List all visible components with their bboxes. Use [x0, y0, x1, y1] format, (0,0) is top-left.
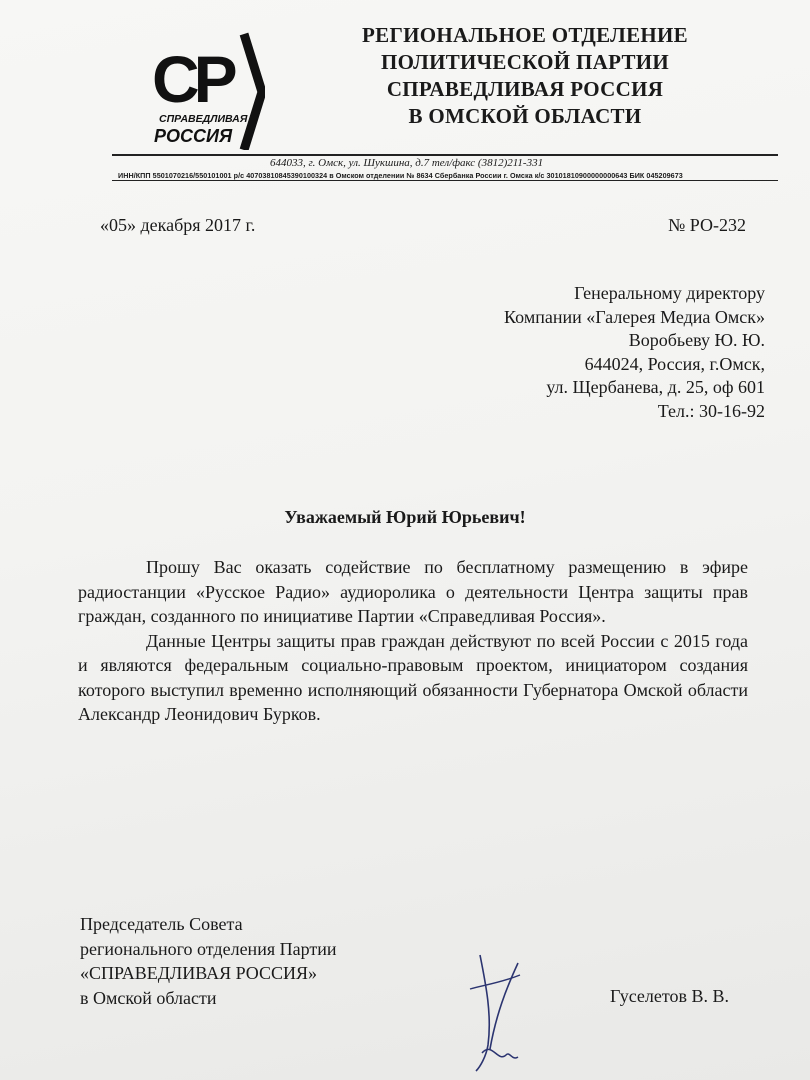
- signatory-name: Гуселетов В. В.: [610, 986, 730, 1006]
- recipient-line: ул. Щербанева, д. 25, оф 601: [546, 377, 765, 397]
- org-name-line: В ОМСКОЙ ОБЛАСТИ: [408, 104, 642, 128]
- letter-body: [78, 555, 748, 727]
- header-underline: [112, 180, 778, 181]
- body-paragraph: Прошу Вас оказать содействие по бесплатному размещению в эфире радиостанции «Русское Радио» аудиоролика о деятельности Центра защиты прав граждан, созданного по инициативе Партии «Справедливая Россия».: [78, 557, 748, 626]
- logo-letters: СР: [152, 42, 232, 116]
- signatory-line: «СПРАВЕДЛИВАЯ РОССИЯ»: [80, 963, 318, 983]
- recipient-line: 644024, Россия, г.Омск,: [584, 353, 765, 374]
- organization-name: [300, 22, 750, 130]
- header-divider: [112, 154, 778, 156]
- logo-caption-line2: РОССИЯ: [154, 126, 233, 146]
- letter-number: № РО-232: [668, 215, 746, 235]
- signatory-line: регионального отделения Партии: [80, 938, 337, 959]
- party-logo: [150, 30, 265, 150]
- handwritten-signature: [440, 945, 550, 1075]
- recipient-line: Тел.: 30-16-92: [657, 400, 765, 421]
- logo-caption-line1: СПРАВЕДЛИВАЯ: [159, 113, 248, 125]
- recipient-line: Генеральному директору: [574, 283, 765, 303]
- org-name-line: СПРАВЕДЛИВАЯ РОССИЯ: [386, 77, 664, 101]
- recipient-line: Компании «Галерея Медиа Омск»: [504, 306, 765, 327]
- org-name-line: ПОЛИТИЧЕСКОЙ ПАРТИИ: [380, 50, 670, 74]
- signatory-title: [80, 912, 336, 1010]
- letter-date: «05» декабря 2017 г.: [100, 215, 256, 235]
- recipient-line: Воробьеву Ю. Ю.: [628, 330, 765, 350]
- signatory-line: в Омской области: [80, 987, 217, 1008]
- organization-address: 644033, г. Омск, ул. Шукшина, д.7 тел/факс (3812)211-331: [270, 157, 544, 169]
- body-paragraph: Данные Центры защиты прав граждан действуют по всей России с 2015 года и являются федеральным социально-правовым проектом, инициатором создания которого выступил временно исполняющий обязанности Губернатора Омской области Александр Леонидович Бурков.: [78, 630, 748, 724]
- greeting: Уважаемый Юрий Юрьевич!: [284, 507, 526, 527]
- org-name-line: РЕГИОНАЛЬНОЕ ОТДЕЛЕНИЕ: [362, 23, 688, 47]
- recipient-block: [504, 282, 765, 423]
- signatory-line: Председатель Совета: [80, 914, 243, 934]
- bank-details: ИНН/КПП 5501070216/550101001 р/с 40703810845390100324 в Омском отделении № 8634 Сбербанка России г. Омска к/с 30101810900000000643 БИК 045209673: [118, 171, 683, 180]
